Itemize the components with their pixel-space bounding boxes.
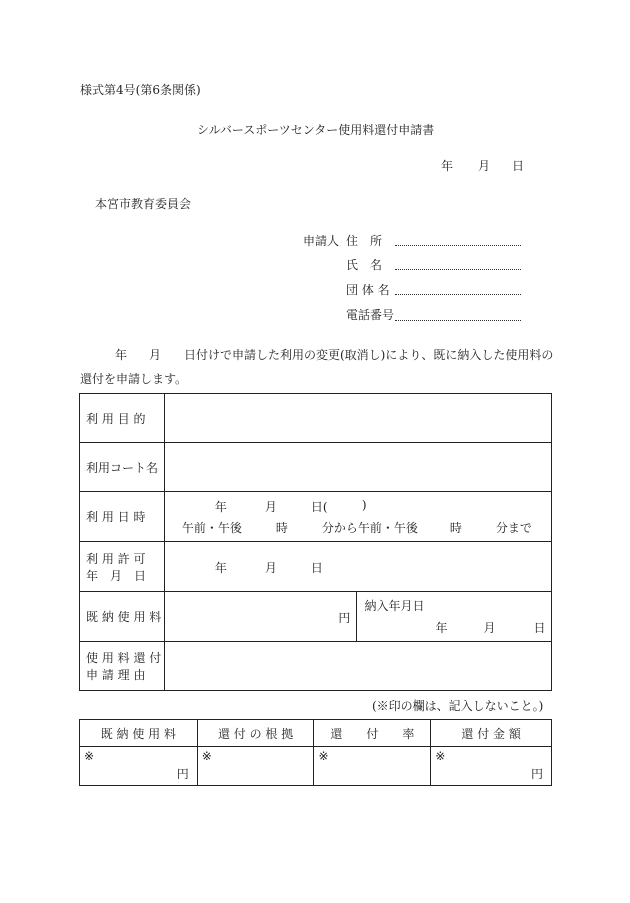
yen-paid: 円 <box>176 767 189 781</box>
permit-label <box>80 542 165 592</box>
mark-paid: ※ <box>84 749 95 763</box>
pd-month: 月 <box>483 621 496 635</box>
header-refund: 還 付 金 額 <box>431 720 552 747</box>
date-year: 年 <box>441 159 454 173</box>
reason-label <box>80 642 165 691</box>
cell-refund <box>431 747 552 786</box>
p-month: 月 <box>264 561 277 575</box>
reason-label-line1: 使 用 料 還 付 <box>86 651 162 665</box>
form-number: 様式第4号(第6条関係) <box>80 83 201 97</box>
pay-date-label: 納入年月日 <box>364 599 425 613</box>
body-line1: 日付けで申請した利用の変更(取消し)により、既に納入した使用料の <box>184 348 554 362</box>
court-field[interactable] <box>164 443 551 492</box>
p-year: 年 <box>214 561 227 575</box>
phone-field[interactable] <box>395 320 521 321</box>
dt-hour2: 時 <box>449 521 462 535</box>
dt-month: 月 <box>264 500 277 514</box>
mark-rate: ※ <box>318 749 329 763</box>
mark-refund: ※ <box>435 749 446 763</box>
office-use-table <box>79 719 552 786</box>
pd-year: 年 <box>435 621 448 635</box>
dt-min2: 分まで <box>495 521 532 535</box>
group-field[interactable] <box>395 294 521 295</box>
cell-basis <box>197 747 314 786</box>
cell-rate <box>314 747 431 786</box>
body-year: 年 <box>115 348 128 362</box>
body-line2: 還付を申請します。 <box>80 372 188 386</box>
datetime-label: 利 用 日 時 <box>80 492 165 542</box>
yen-refund: 円 <box>530 767 543 781</box>
p-day: 日 <box>310 561 323 575</box>
header-basis: 還 付 の 根 拠 <box>197 720 314 747</box>
paid-amount-field[interactable] <box>164 592 357 642</box>
reason-label-line2: 申 請 理 由 <box>86 668 146 682</box>
reason-field[interactable] <box>164 642 551 691</box>
permit-field[interactable] <box>164 542 551 592</box>
page-title: シルバースポーツセンター使用料還付申請書 <box>197 123 435 137</box>
applicant-heading: 申請人 <box>303 234 340 248</box>
pay-date-field[interactable] <box>357 592 552 642</box>
paid-label: 既 納 使 用 料 <box>80 592 165 642</box>
dt-min1: 分から午前・午後 <box>321 521 418 535</box>
date-month: 月 <box>478 159 491 173</box>
permit-label-line2: 年 月 日 <box>86 568 147 583</box>
dt-year: 年 <box>214 500 227 514</box>
group-label: 団 体 名 <box>346 283 390 297</box>
datetime-field[interactable] <box>164 492 551 542</box>
header-rate: 還 付 率 <box>314 720 431 747</box>
name-field[interactable] <box>395 269 521 270</box>
address-field[interactable] <box>395 245 521 246</box>
body-month: 月 <box>149 348 162 362</box>
date-day: 日 <box>512 159 525 173</box>
purpose-label: 利 用 目 的 <box>80 394 165 443</box>
note: (※印の欄は、記入しないこと。) <box>372 699 544 713</box>
addressee: 本宮市教育委員会 <box>95 197 192 211</box>
mark-basis: ※ <box>201 749 212 763</box>
phone-label: 電話番号 <box>346 308 395 322</box>
dt-paren: ) <box>361 498 367 512</box>
pd-day: 日 <box>533 621 546 635</box>
application-table <box>79 393 552 691</box>
dt-day: 日( <box>310 500 328 514</box>
purpose-field[interactable] <box>164 394 551 443</box>
header-paid: 既 納 使 用 料 <box>80 720 198 747</box>
dt-hour1: 時 <box>275 521 288 535</box>
address-label: 住 所 <box>346 234 383 248</box>
dt-ampm1: 午前・午後 <box>181 521 242 535</box>
paid-yen: 円 <box>338 611 351 625</box>
cell-paid <box>80 747 198 786</box>
court-label: 利用コート名 <box>80 443 165 492</box>
permit-label-line1: 利 用 許 可 <box>86 551 146 566</box>
name-label: 氏 名 <box>346 258 383 272</box>
